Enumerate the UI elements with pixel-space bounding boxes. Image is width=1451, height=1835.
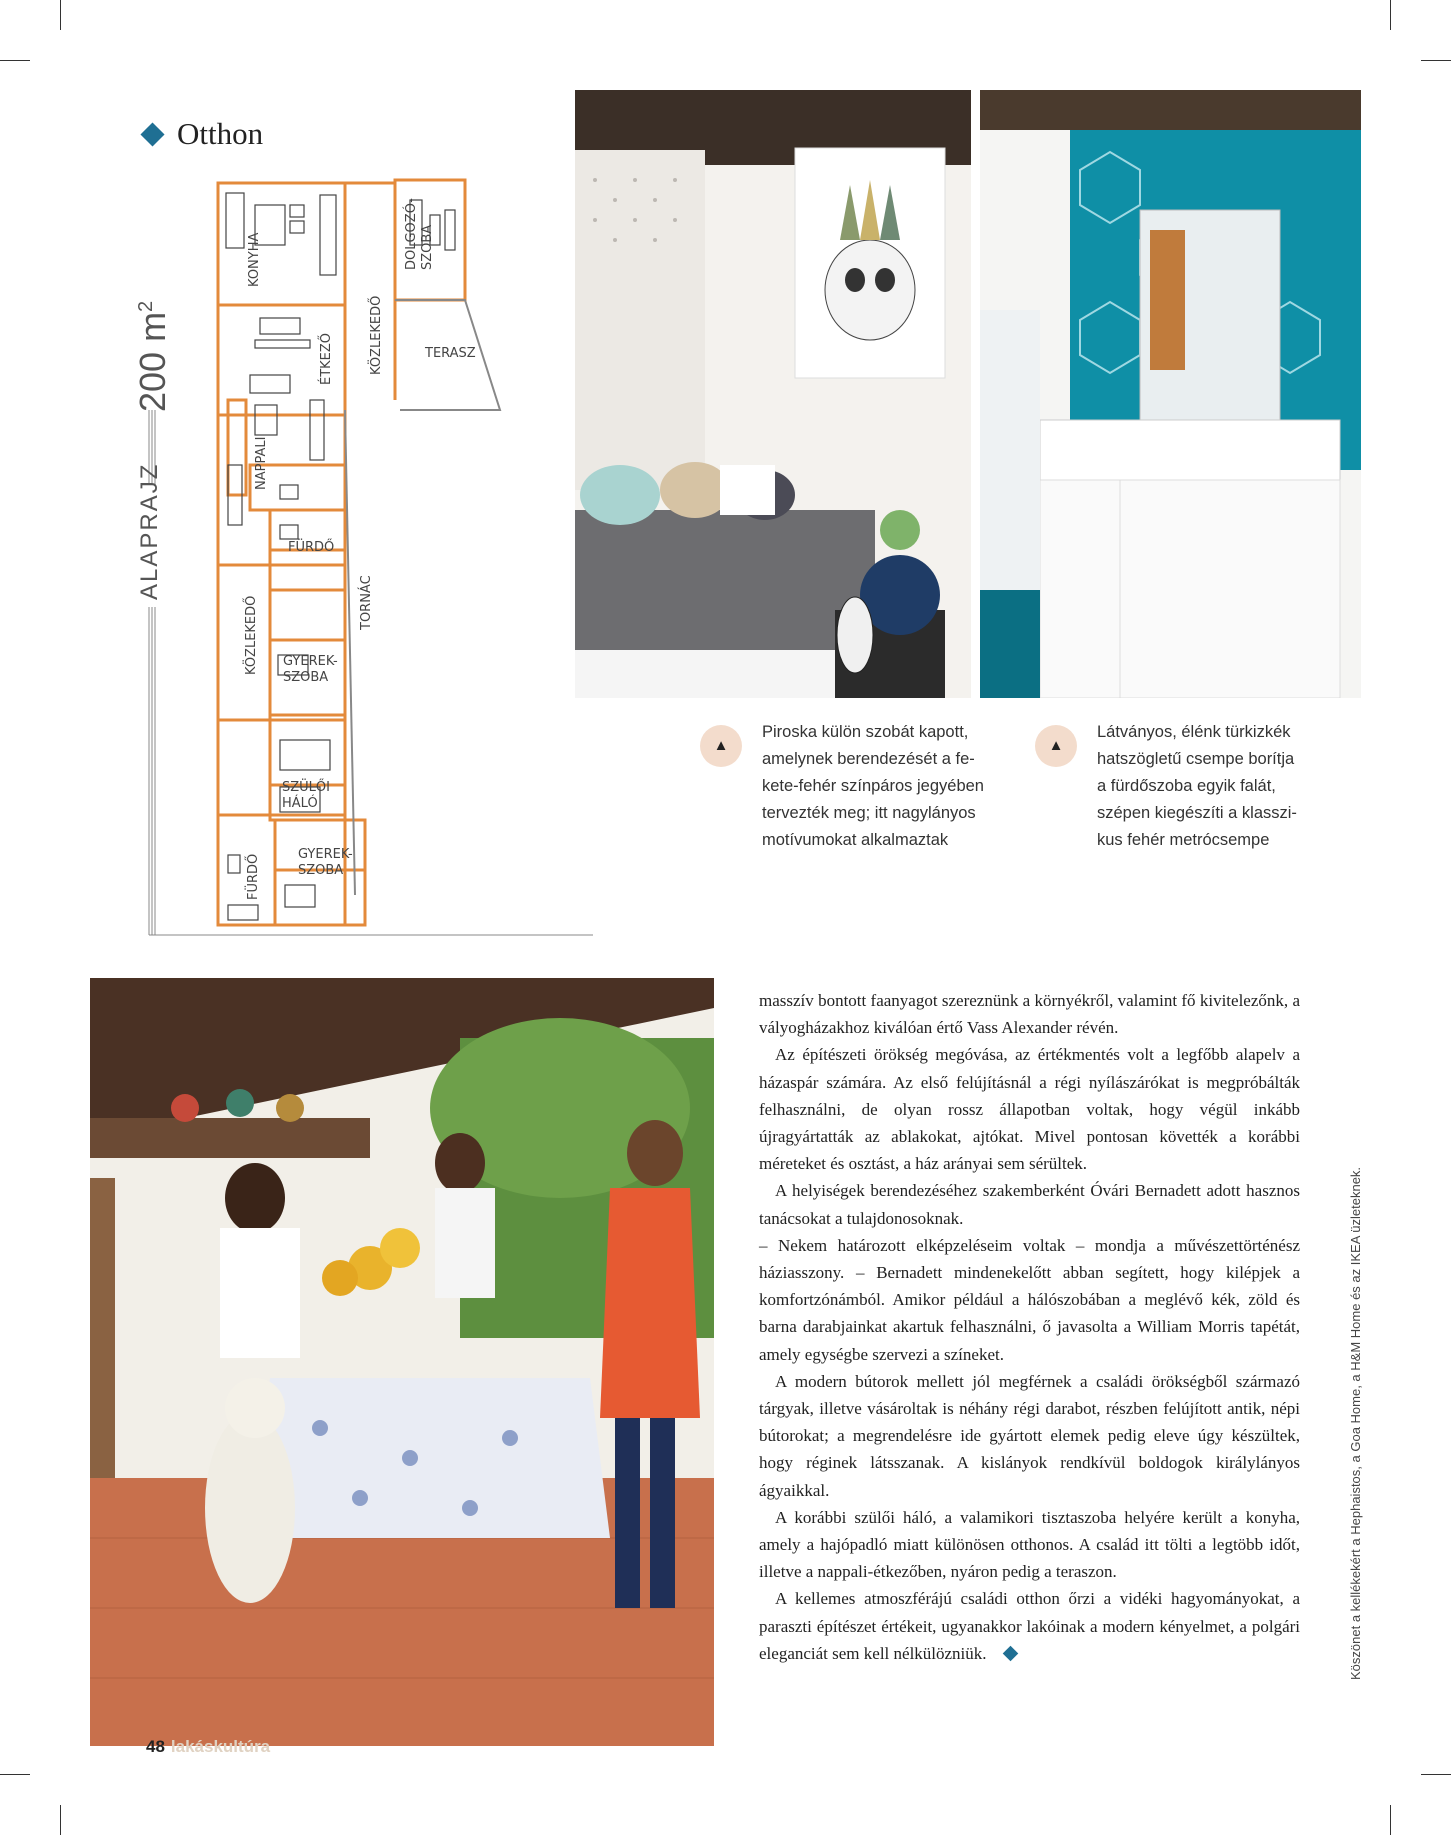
side-credit: Köszönet a kellékekért a Hephaistos, a Goa Home, a H&M Home és az IKEA üzleteknek.: [1348, 1166, 1363, 1680]
caption-bathroom: [1035, 719, 1297, 854]
room-label-furdo-bottom: FÜRDŐ: [246, 853, 261, 900]
caption-line: a fürdőszoba egyik falát,: [1097, 777, 1276, 795]
room-label-etkezo: ÉTKEZŐ: [319, 332, 334, 385]
plan-label-alaprajz: ALAPRAJZ: [136, 462, 163, 600]
caption-line: motívumokat alkalmaztak: [762, 831, 949, 849]
caption-line: amelynek berendezését a fe-: [762, 750, 975, 768]
magazine-name: lakáskultúra: [170, 1737, 271, 1756]
room-label-furdo-mid: FÜRDŐ: [288, 540, 335, 555]
caption-line: szépen kiegészíti a klasszi-: [1097, 804, 1297, 822]
plan-area-label: [132, 301, 174, 412]
crop-mark: [1421, 1774, 1451, 1775]
room-label-gyerek2-1: GYEREK-: [298, 847, 353, 862]
article-paragraph: A helyiségek berendezéséhez szakemberként Óvári Bernadett adott hasznos tanácsokat a tulajdonosoknak.: [759, 1181, 1300, 1228]
room-label-konyha: KONYHA: [247, 232, 262, 287]
crop-mark: [0, 1774, 30, 1775]
caption-arrow-icon: ▲: [1035, 725, 1077, 767]
article-paragraph: masszív bontott faanyagot szereznünk a környékről, valamint fő kivitelezőnk, a vályogházakhoz kiválóan értő Vass Alexander révén.: [759, 991, 1300, 1038]
room-label-dolgozo-1: DOLGOZÓ-: [404, 198, 419, 270]
article-body: [759, 987, 1300, 1667]
caption-kids-bedroom: [700, 719, 984, 854]
floor-plan-drawing: [140, 175, 605, 975]
floor-plan: [132, 175, 605, 975]
room-label-gyerek1-2: SZOBA: [283, 670, 329, 685]
room-label-tornac: TORNÁC: [359, 575, 374, 630]
plan-area-value: 200 m: [132, 311, 173, 412]
article-paragraph: A modern bútorok mellett jól megférnek a családi örökségből származó tárgyak, illetve vásároltak is néhány régi darabot, részben felújított antik, népi bútorokat; a megrendelésre ide gyártott elemek pedig eleve úgy készültek, hogy réginek látsszanak. A kislányok rendkívül boldogok királylányos ágyaikkal.: [759, 1371, 1300, 1500]
room-label-szuloi-1: SZÜLŐI: [282, 780, 330, 795]
diamond-icon: [140, 122, 164, 146]
crop-mark: [60, 0, 61, 30]
room-label-gyerek1-1: GYEREK-: [283, 654, 338, 669]
room-label-kozlekedo-top: KÖZLEKEDŐ: [369, 295, 384, 375]
photo-bathroom: [980, 90, 1361, 698]
crop-mark: [1421, 60, 1451, 61]
section-header: [144, 116, 263, 152]
photo-kids-bedroom: [575, 90, 971, 698]
article-paragraph: Az építészeti örökség megóvása, az értékmentés volt a legfőbb alapelv a házaspár számára. Az első felújításnál a régi nyílászárókat is megpróbálták felhasználni, de olyan rossz állapotban voltak, hogy végül inkább újragyártatták az ablakokat, ajtókat. Mivel pontosan követték a korábbi méreteket és osztást, a ház arányai sem sérültek.: [759, 1045, 1300, 1174]
caption-line: hatszögletű csempe borítja: [1097, 750, 1295, 768]
page-number: 48: [146, 1737, 165, 1756]
caption-line: kus fehér metrócsempe: [1097, 831, 1270, 849]
photo-family-terrace: [90, 978, 714, 1746]
caption-bathroom-text: [1097, 719, 1297, 854]
caption-line: kete-fehér színpáros jegyében: [762, 777, 984, 795]
crop-mark: [0, 60, 30, 61]
room-label-gyerek2-2: SZOBA: [298, 863, 344, 878]
photo-bathroom-image: [980, 90, 1361, 698]
photo-kids-bedroom-image: [575, 90, 971, 698]
article-paragraph-text: A kellemes atmoszférájú családi otthon őrzi a vidéki hagyományokat, a paraszti építészet értékeit, ugyanakkor lakóinak a modern kényelmet, a polgári eleganciát sem kell nélkülözniük.: [759, 1589, 1300, 1663]
room-label-dolgozo-2: SZOBA: [420, 224, 435, 270]
crop-mark: [60, 1805, 61, 1835]
room-label-kozlekedo-left: KÖZLEKEDŐ: [244, 595, 259, 675]
article-paragraph: – Nekem határozott elképzeléseim voltak – mondja a művészettörténész háziasszony. – Bernadett mindenekelőtt abban segített, hogy kilépjek a komfortzónámból. Amikor például a hálószobában a meglévő kék, zöld és barna darabjainkat akartuk felhasználni, ő javasolta a William Morris tapétát, amely egységbe szervezi a színeket.: [759, 1235, 1300, 1364]
page-footer: [146, 1737, 270, 1757]
crop-mark: [1390, 0, 1391, 30]
section-title: Otthon: [177, 116, 264, 151]
caption-kids-bedroom-text: [762, 719, 984, 854]
crop-mark: [1390, 1805, 1391, 1835]
room-label-szuloi-2: HÁLÓ: [282, 796, 318, 811]
article-paragraph-last: [759, 1585, 1300, 1667]
end-diamond-icon: [1002, 1646, 1018, 1662]
caption-line: tervezték meg; itt nagylányos: [762, 804, 976, 822]
room-label-terasz: TERASZ: [425, 346, 476, 361]
caption-line: Piroska külön szobát kapott,: [762, 723, 969, 741]
caption-line: Látványos, élénk türkizkék: [1097, 723, 1291, 741]
caption-arrow-icon: ▲: [700, 725, 742, 767]
room-label-nappali: NAPPALI: [254, 436, 269, 490]
article-paragraph: A korábbi szülői háló, a valamikori tisztaszoba helyére került a konyha, amely a hajópadló miatt különösen otthonos. A család itt tölti a legtöbb időt, illetve a nappali-étkezőben, nyáron pedig a teraszon.: [759, 1507, 1300, 1582]
photo-family-terrace-image: [90, 978, 714, 1746]
plan-area-unit-sup: 2: [135, 300, 157, 312]
